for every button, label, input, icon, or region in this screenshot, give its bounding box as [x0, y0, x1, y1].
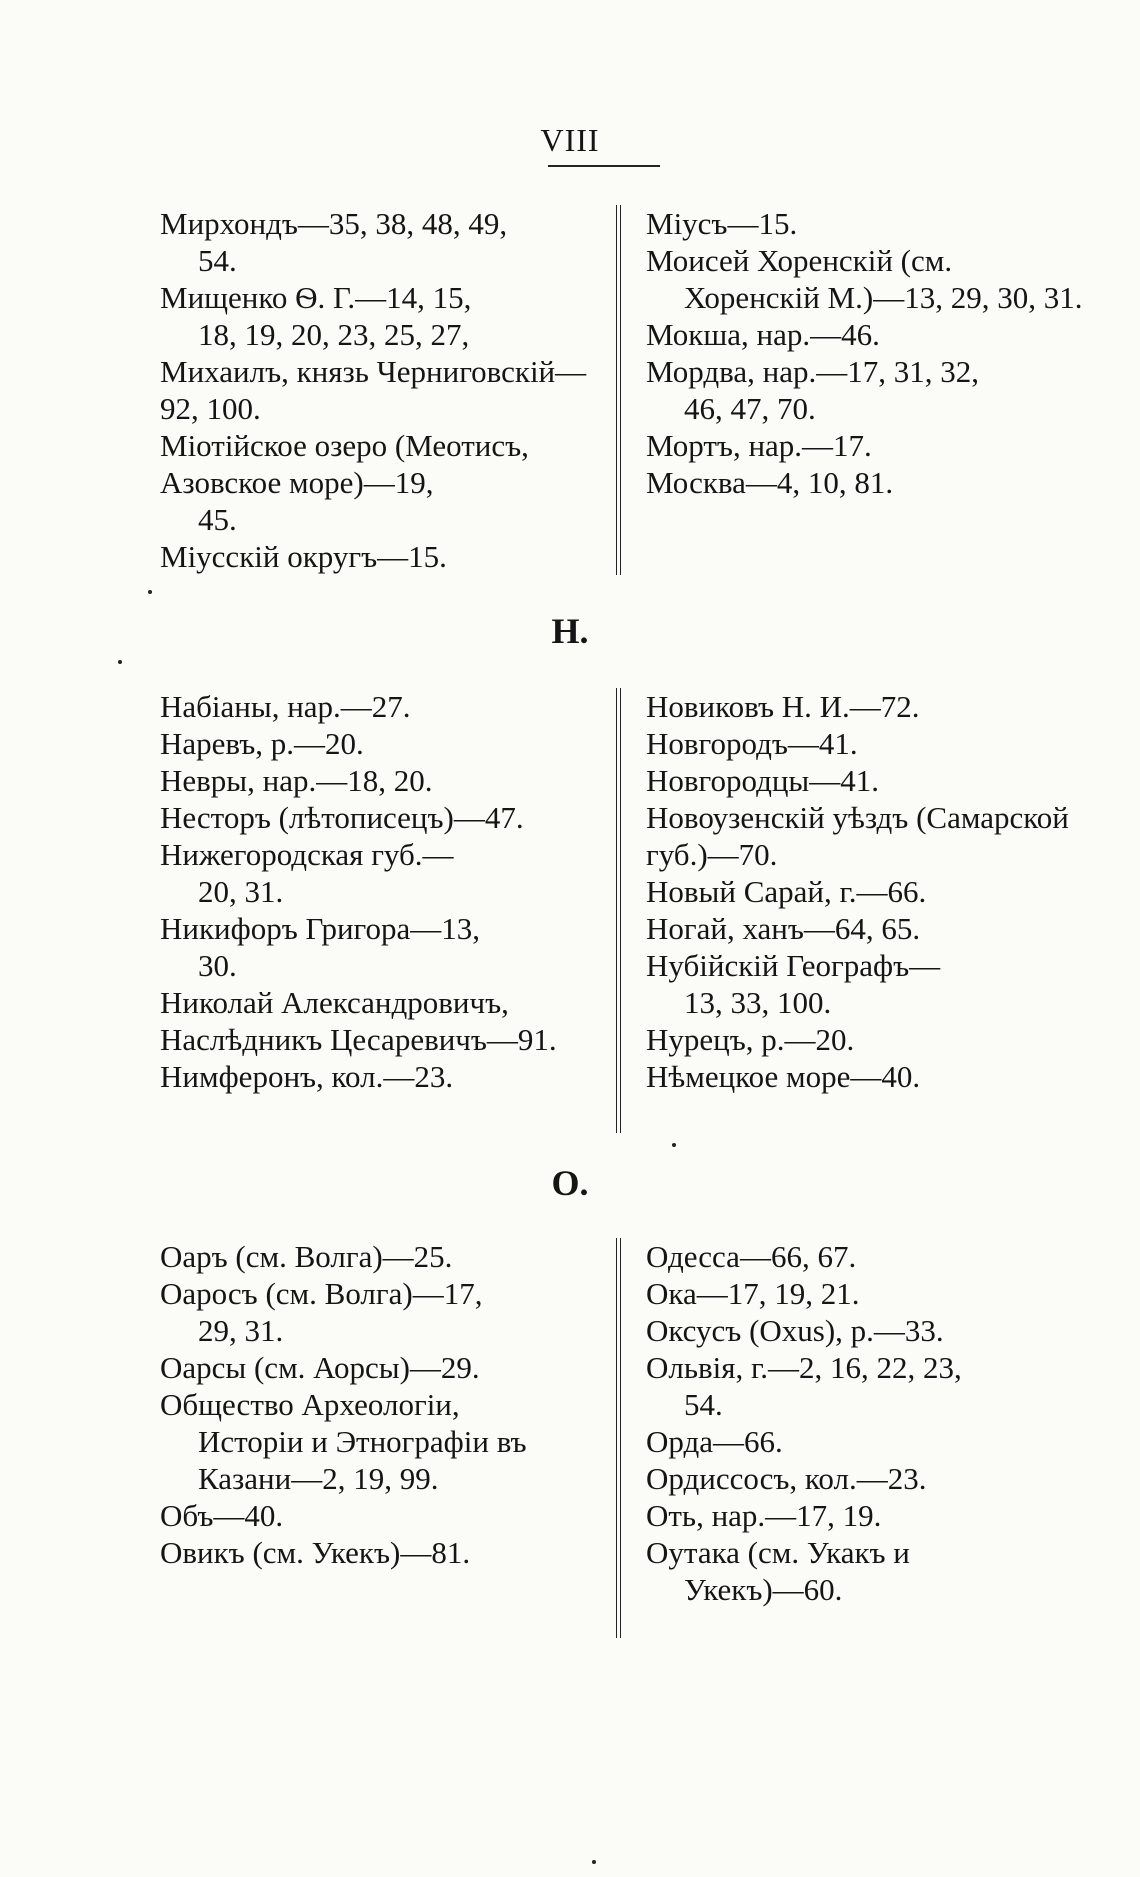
index-entry-continuation: Исторіи и Этнографіи въ Казани—2, 19, 99. [198, 1424, 527, 1496]
section-o-right-column [646, 1238, 1096, 1608]
index-entry-heading: Овикъ (см. Укекъ)—81. [160, 1535, 471, 1570]
index-entry-heading: Николай Александровичъ, Наслѣдникъ Цесаревичъ—91. [160, 985, 557, 1057]
page-number-rule [548, 165, 660, 167]
index-entry-heading: Общество Археологіи, [160, 1387, 460, 1422]
index-entry-heading: Оксусъ (Oxus), р.—33. [646, 1313, 944, 1348]
index-entry-heading: Оутака (см. Укакъ и [646, 1535, 910, 1570]
index-entry-heading: Мокша, нар.—46. [646, 317, 880, 352]
index-entry-heading: Михаилъ, князь Черниговскій—92, 100. [160, 354, 587, 426]
index-entry-heading: Новгородцы—41. [646, 763, 880, 798]
index-entry [646, 1349, 1096, 1423]
index-entry-continuation: Укекъ)—60. [684, 1572, 843, 1607]
index-entry [646, 316, 1096, 353]
index-entry [646, 947, 1096, 1021]
index-entry [646, 1275, 1096, 1312]
index-entry-heading: Новый Сарай, г.—66. [646, 874, 927, 909]
section-n [160, 688, 1100, 1133]
index-entry-heading: Одесса—66, 67. [646, 1239, 857, 1274]
index-entry-continuation: 54. [198, 243, 237, 278]
index-entry [160, 984, 608, 1058]
index-entry-continuation: 20, 31. [198, 874, 284, 909]
index-entry-heading: Міусъ—15. [646, 206, 798, 241]
index-entry [160, 1275, 608, 1349]
index-entry [646, 873, 1096, 910]
index-entry [160, 1534, 608, 1571]
page-number: VIII [540, 122, 600, 158]
index-entry-heading: Новгородъ—41. [646, 726, 858, 761]
index-entry [646, 1534, 1096, 1608]
index-entry-heading: Оарсы (см. Аорсы)—29. [160, 1350, 480, 1385]
index-entry [160, 1386, 608, 1497]
letter-heading-n: Н. [551, 611, 589, 651]
print-speck [118, 660, 122, 664]
index-entry [646, 353, 1096, 427]
index-entry-heading: Міусскій округъ—15. [160, 539, 447, 574]
index-entry [646, 1312, 1096, 1349]
index-entry [646, 464, 1096, 501]
section-o [160, 1238, 1100, 1638]
index-entry-continuation: 54. [684, 1387, 723, 1422]
index-entry-heading: Нубійскій Географъ— [646, 948, 941, 983]
section-m [160, 205, 1100, 575]
index-entry-heading: Невры, нар.—18, 20. [160, 763, 433, 798]
index-entry [160, 279, 608, 353]
index-entry-heading: Новиковъ Н. И.—72. [646, 689, 920, 724]
index-entry-heading: Мордва, нар.—17, 31, 32, [646, 354, 979, 389]
section-m-right-column [646, 205, 1096, 501]
index-entry [160, 1497, 608, 1534]
index-entry [646, 427, 1096, 464]
index-entry [646, 205, 1096, 242]
index-entry [646, 242, 1096, 316]
print-speck [148, 590, 152, 594]
index-entry-heading: Никифоръ Григора—13, [160, 911, 481, 946]
index-entry-heading: Нижегородская губ.— [160, 837, 454, 872]
index-entry-heading: Москва—4, 10, 81. [646, 465, 894, 500]
index-entry [646, 1021, 1096, 1058]
index-entry-heading: Несторъ (лѣтописецъ)—47. [160, 800, 524, 835]
column-divider [616, 1238, 621, 1638]
section-o-left-column [160, 1238, 608, 1571]
print-speck [592, 1860, 596, 1864]
index-entry-heading: Наревъ, р.—20. [160, 726, 364, 761]
index-entry [646, 910, 1096, 947]
index-entry [160, 799, 608, 836]
index-entry [646, 725, 1096, 762]
index-entry [160, 353, 608, 427]
index-entry-heading: Моисей Хоренскій (см. [646, 243, 953, 278]
index-entry-heading: Ольвія, г.—2, 16, 22, 23, [646, 1350, 962, 1385]
index-entry [160, 1349, 608, 1386]
index-entry [646, 762, 1096, 799]
index-entry-continuation: 45. [198, 502, 237, 537]
index-entry [646, 688, 1096, 725]
index-entry [646, 1497, 1096, 1534]
index-entry-continuation: 13, 33, 100. [684, 985, 832, 1020]
section-n-left-column [160, 688, 608, 1095]
index-entry-heading: Набіаны, нар.—27. [160, 689, 411, 724]
column-divider [616, 688, 621, 1133]
index-entry-heading: Ногай, ханъ—64, 65. [646, 911, 921, 946]
index-entry-heading: Оаросъ (см. Волга)—17, [160, 1276, 483, 1311]
index-entry-continuation: 46, 47, 70. [684, 391, 816, 426]
index-entry [160, 1058, 608, 1095]
index-entry [160, 910, 608, 984]
index-entry [646, 799, 1096, 873]
index-entry-heading: Мищенко Ѳ. Г.—14, 15, [160, 280, 472, 315]
index-entry-heading: Мортъ, нар.—17. [646, 428, 872, 463]
index-entry-heading: Нимферонъ, кол.—23. [160, 1059, 454, 1094]
index-entry-continuation: 29, 31. [198, 1313, 284, 1348]
index-entry-continuation: 18, 19, 20, 23, 25, 27, [198, 317, 470, 352]
index-entry-heading: Объ—40. [160, 1498, 284, 1533]
index-entry [160, 538, 608, 575]
index-entry-heading: Міотійское озеро (Меотисъ, Азовское море)—19, [160, 428, 529, 500]
letter-heading-o: О. [551, 1163, 589, 1203]
index-entry-heading: Новоузенскій уѣздъ (Самарской губ.)—70. [646, 800, 1069, 872]
index-entry-heading: Оть, нар.—17, 19. [646, 1498, 882, 1533]
index-entry [160, 762, 608, 799]
index-entry [646, 1058, 1096, 1095]
index-entry [160, 1238, 608, 1275]
column-divider [616, 205, 621, 575]
index-entry-heading: Орда—66. [646, 1424, 783, 1459]
index-entry-heading: Нѣмецкое море—40. [646, 1059, 921, 1094]
index-entry [160, 688, 608, 725]
index-entry-continuation: Хоренскій М.)—13, 29, 30, 31. [684, 280, 1083, 315]
section-n-right-column [646, 688, 1096, 1095]
index-entry [646, 1423, 1096, 1460]
index-entry-continuation: 30. [198, 948, 237, 983]
print-speck [672, 1143, 676, 1147]
index-entry [160, 205, 608, 279]
index-entry-heading: Ордиссосъ, кол.—23. [646, 1461, 927, 1496]
index-entry [160, 836, 608, 910]
index-entry [646, 1460, 1096, 1497]
index-entry-heading: Мирхондъ—35, 38, 48, 49, [160, 206, 508, 241]
index-entry [160, 725, 608, 762]
index-entry [646, 1238, 1096, 1275]
index-entry [160, 427, 608, 538]
index-entry-heading: Ока—17, 19, 21. [646, 1276, 860, 1311]
section-m-left-column [160, 205, 608, 575]
index-entry-heading: Нурецъ, р.—20. [646, 1022, 855, 1057]
index-entry-heading: Оаръ (см. Волга)—25. [160, 1239, 453, 1274]
